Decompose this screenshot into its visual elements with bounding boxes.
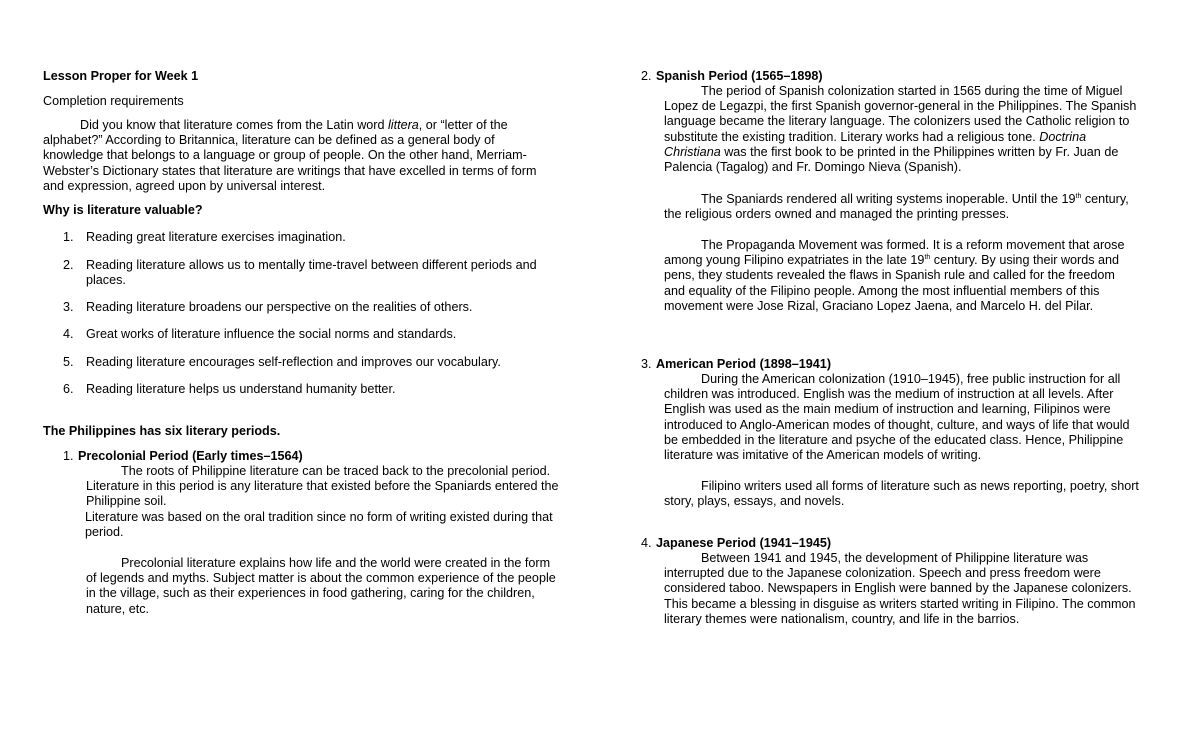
left-column xyxy=(43,0,603,729)
spanish-p2: The Spaniards rendered all writing systems inoperable. Until the 19th century, the religious orders owned and managed the printing presses. xyxy=(664,192,1129,222)
right-column xyxy=(641,0,1181,729)
lesson-title: Lesson Proper for Week 1 xyxy=(43,69,199,83)
list-item: Reading great literature exercises imagination. xyxy=(86,230,346,244)
intro-line: Webster’s Dictionary states that literature are writings that have excelled in terms of form xyxy=(43,163,537,178)
american-p2: Filipino writers used all forms of literature such as news reporting, poetry, short story, plays, essays, and novels. xyxy=(664,479,1139,509)
section-number: 3. xyxy=(641,357,652,371)
list-item: Reading literature broadens our perspective on the realities of others. xyxy=(86,300,473,314)
list-number: 3. xyxy=(63,300,74,314)
list-number: 4. xyxy=(63,327,74,341)
list-number: 1. xyxy=(63,230,74,244)
intro-line: and expression, agreed upon by universal interest. xyxy=(43,178,326,193)
list-number: 5. xyxy=(63,355,74,369)
spanish-heading: Spanish Period (1565–1898) xyxy=(656,69,823,83)
book-title: Doctrina xyxy=(1039,129,1087,144)
periods-heading: The Philippines has six literary periods. xyxy=(43,424,281,438)
intro-paragraph xyxy=(43,118,536,194)
list-item: Great works of literature influence the social norms and standards. xyxy=(86,327,457,341)
intro-line: Did you know that literature comes from the Latin word littera, or “letter of the xyxy=(80,118,508,132)
section-number: 2. xyxy=(641,69,652,83)
completion-requirements: Completion requirements xyxy=(43,94,184,108)
list-item: Reading literature helps us understand humanity better. xyxy=(86,382,396,396)
american-heading: American Period (1898–1941) xyxy=(656,357,832,371)
intro-line: alphabet?” According to Britannica, literature can be defined as a general body of xyxy=(43,133,495,148)
section-number: 4. xyxy=(641,536,652,550)
latin-word: littera xyxy=(388,118,419,132)
spanish-p3: The Propaganda Movement was formed. It is a reform movement that arose among young Filipino expatriates in the late 19th century. By using their words and pens, they students revealed the flaws in Spanish rule and called for the freedom and equality of the Filipino people. Among the most influential members of this movement were Jose Rizal, Graciano Lopez Jaena, and Marcelo H. del Pilar. xyxy=(664,238,1125,313)
precolonial-p1: The roots of Philippine literature can be traced back to the precolonial period. Literature in this period is any literature that existed before the Spaniards entered the Philippine soil. xyxy=(86,464,559,509)
intro-line: knowledge that belongs to a language or group of people. On the other hand, Merriam- xyxy=(43,148,527,163)
american-p1: During the American colonization (1910–1945), free public instruction for all children was introduced. English was the medium of instruction at all levels. After English was used as the main medium of instruction and learning, Filipinos were introduced to Anglo-American modes of thought, culture, and ways of life that would be embedded in the literature and psyche of the educated class. Hence, Philippine literature was imitative of the American models of writing. xyxy=(664,372,1130,463)
japanese-heading: Japanese Period (1941–1945) xyxy=(656,536,832,550)
why-heading: Why is literature valuable? xyxy=(43,203,203,217)
precolonial-p2: Literature was based on the oral tradition since no form of writing existed during that period. xyxy=(85,510,553,540)
japanese-p1: Between 1941 and 1945, the development of Philippine literature was interrupted due to the Japanese colonization. Speech and press freedom were considered taboo. Newspapers in English were banned by the Japanese colonizers. This became a blessing in disguise as writers started writing in Filipino. The common literary themes were nationalism, country, and life in the barrios. xyxy=(664,551,1136,626)
precolonial-heading: Precolonial Period (Early times–1564) xyxy=(78,449,303,463)
precolonial-p3: Precolonial literature explains how life and the world were created in the form of legends and myths. Subject matter is about the common experience of the people in the village, such as their experiences in food gathering, caring for the children, nature, etc. xyxy=(86,556,556,616)
list-item-continuation: places. xyxy=(86,273,126,287)
list-number: 2. xyxy=(63,258,74,272)
list-item: Reading literature allows us to mentally time-travel between different periods and xyxy=(86,258,537,272)
list-item: Reading literature encourages self-reflection and improves our vocabulary. xyxy=(86,355,501,369)
spanish-p1: The period of Spanish colonization started in 1565 during the time of Miguel Lopez de Legazpi, the first Spanish governor-general in the Philippines. The Spanish language became the literary language. The colonizers used the Catholic religion to substitute the existing tradition. Literary works had a religious tone. Doctrina Christiana was the first book to be printed in the Philippines written by Fr. Juan de Palencia (Tagalog) and Fr. Domingo Nieva (Spanish). xyxy=(664,84,1137,175)
book-title: Christiana xyxy=(664,144,721,159)
section-number: 1. xyxy=(63,449,74,463)
list-number: 6. xyxy=(63,382,74,396)
